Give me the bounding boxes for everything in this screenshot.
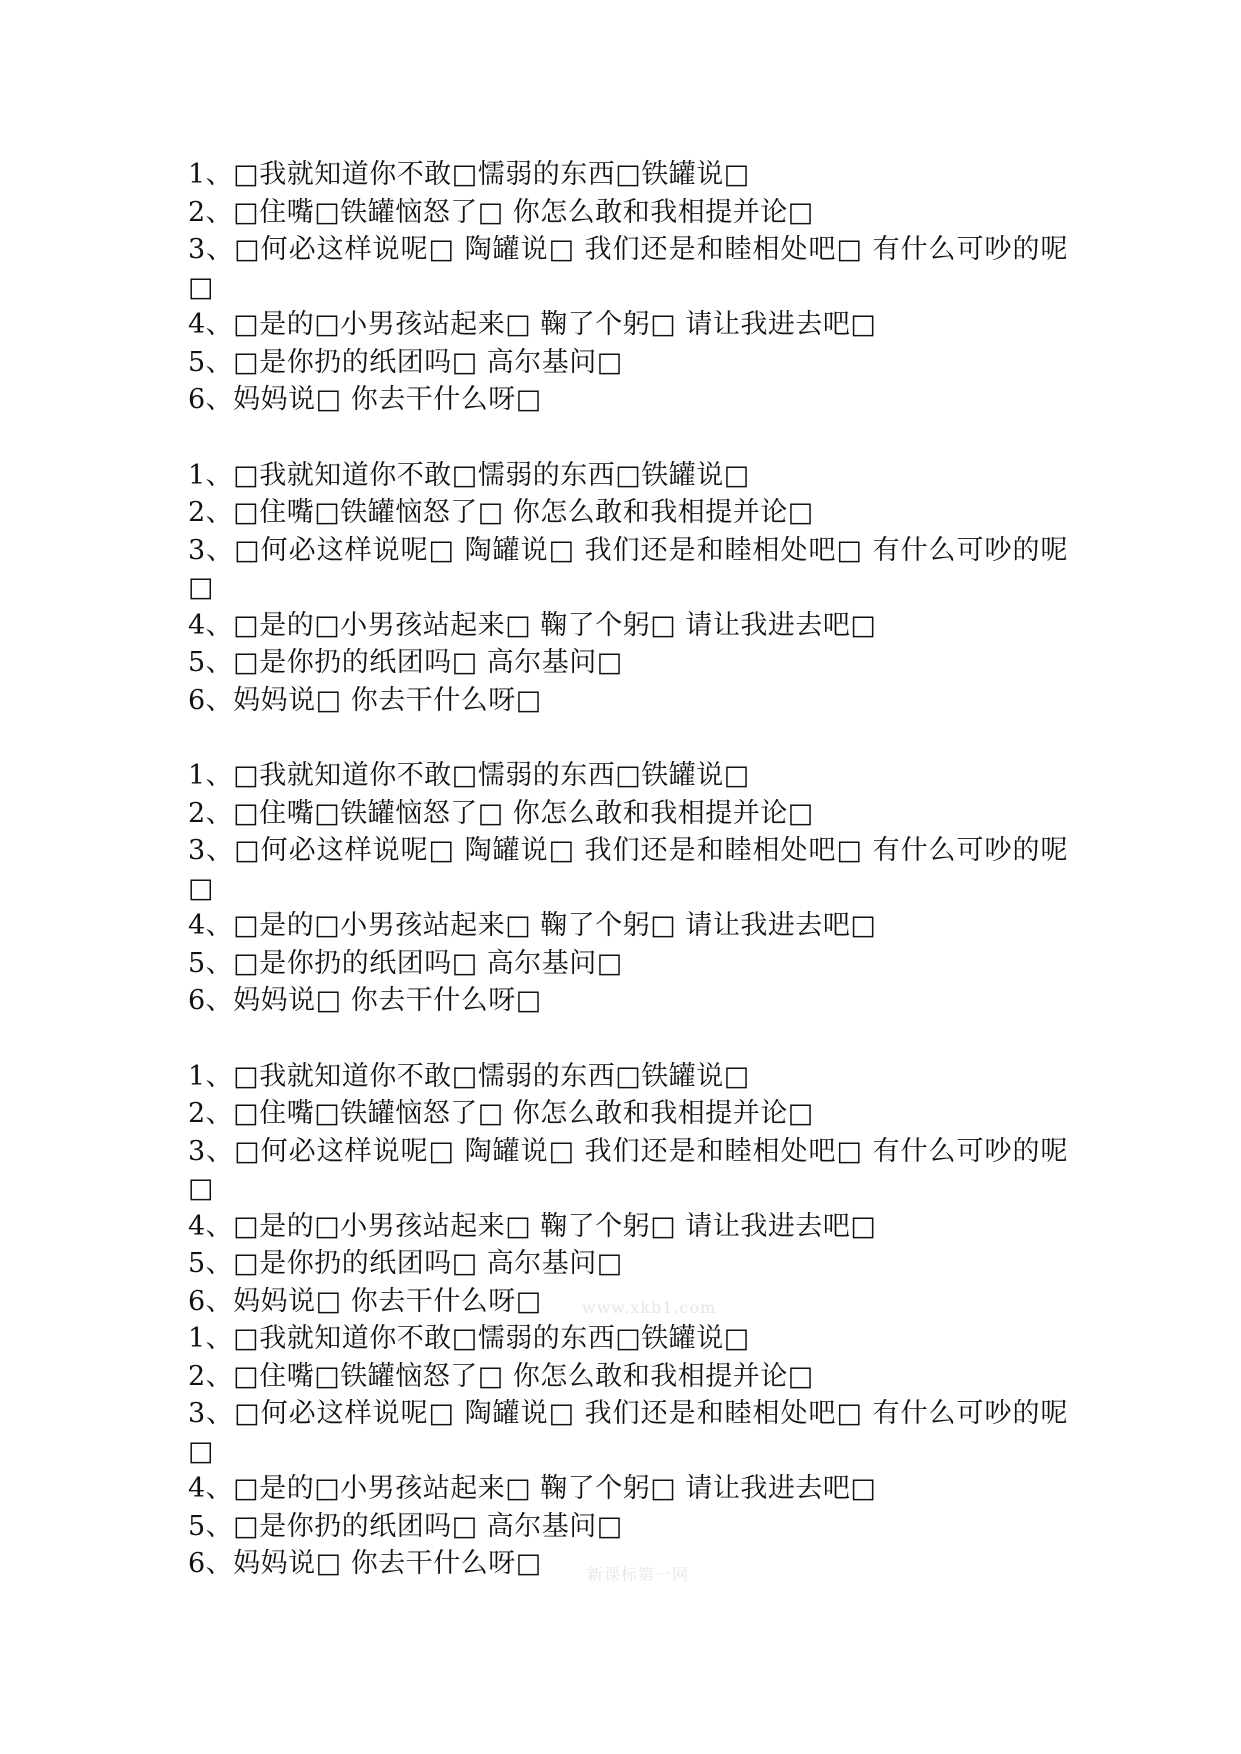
exercise-line: 4、□是的□小男孩站起来□ 鞠了个躬□ 请让我进去吧□ bbox=[188, 910, 877, 941]
exercise-line: 2、□住嘴□铁罐恼怒了□ 你怎么敢和我相提并论□ bbox=[188, 797, 814, 829]
exercise-line: 3、□何必这样说呢□ 陶罐说□ 我们还是和睦相处吧□ 有什么可吵的呢□ bbox=[188, 534, 1068, 603]
exercise-line: 2、□住嘴□铁罐恼怒了□ 你怎么敢和我相提并论□ bbox=[188, 497, 814, 528]
exercise-line: 6、妈妈说□ 你去干什么呀□ bbox=[188, 384, 542, 415]
exercise-block-1 bbox=[188, 156, 1068, 419]
exercise-block-2 bbox=[188, 457, 1068, 720]
exercise-block-3 bbox=[188, 757, 1068, 1020]
exercise-line: 3、□何必这样说呢□ 陶罐说□ 我们还是和睦相处吧□ 有什么可吵的呢□ bbox=[188, 835, 1068, 904]
exercise-line: 6、妈妈说□ 你去干什么呀□ bbox=[188, 985, 542, 1016]
exercise-line: 4、□是的□小男孩站起来□ 鞠了个躬□ 请让我进去吧□ bbox=[188, 309, 877, 340]
exercise-line: 1、□我就知道你不敢□懦弱的东西□铁罐说□ bbox=[188, 459, 750, 491]
exercise-line: 3、□何必这样说呢□ 陶罐说□ 我们还是和睦相处吧□ 有什么可吵的呢□ bbox=[188, 1398, 1068, 1467]
exercise-line: 6、妈妈说□ 你去干什么呀□ bbox=[188, 1285, 542, 1317]
exercise-line: 3、□何必这样说呢□ 陶罐说□ 我们还是和睦相处吧□ 有什么可吵的呢□ bbox=[188, 234, 1068, 303]
exercise-line: 1、□我就知道你不敢□懦弱的东西□铁罐说□ bbox=[188, 1323, 750, 1354]
exercise-line: 6、妈妈说□ 你去干什么呀□ bbox=[188, 1548, 542, 1579]
exercise-block-4 bbox=[188, 1058, 1068, 1321]
exercise-line: 1、□我就知道你不敢□懦弱的东西□铁罐说□ bbox=[188, 760, 750, 791]
exercise-line: 4、□是的□小男孩站起来□ 鞠了个躬□ 请让我进去吧□ bbox=[188, 1210, 877, 1242]
exercise-block-5 bbox=[188, 1320, 1068, 1583]
watermark-url: www.xkb1.com bbox=[582, 1298, 717, 1317]
exercise-line: 4、□是的□小男孩站起来□ 鞠了个躬□ 请让我进去吧□ bbox=[188, 1473, 877, 1504]
exercise-line: 1、□我就知道你不敢□懦弱的东西□铁罐说□ bbox=[188, 159, 750, 190]
exercise-line: 1、□我就知道你不敢□懦弱的东西□铁罐说□ bbox=[188, 1060, 750, 1092]
exercise-line: 4、□是的□小男孩站起来□ 鞠了个躬□ 请让我进去吧□ bbox=[188, 609, 877, 641]
exercise-line: 5、□是你扔的纸团吗□ 高尔基问□ bbox=[188, 647, 623, 678]
exercise-line: 5、□是你扔的纸团吗□ 高尔基问□ bbox=[188, 346, 623, 378]
exercise-line: 6、妈妈说□ 你去干什么呀□ bbox=[188, 684, 542, 716]
exercise-line: 5、□是你扔的纸团吗□ 高尔基问□ bbox=[188, 1510, 623, 1542]
exercise-line: 2、□住嘴□铁罐恼怒了□ 你怎么敢和我相提并论□ bbox=[188, 1098, 814, 1129]
exercise-line: 2、□住嘴□铁罐恼怒了□ 你怎么敢和我相提并论□ bbox=[188, 1360, 814, 1392]
exercise-line: 2、□住嘴□铁罐恼怒了□ 你怎么敢和我相提并论□ bbox=[188, 196, 814, 228]
exercise-content bbox=[188, 156, 1068, 1583]
watermark-site-name: 新课标第一网 bbox=[587, 1565, 690, 1584]
exercise-line: 5、□是你扔的纸团吗□ 高尔基问□ bbox=[188, 947, 623, 979]
exercise-line: 3、□何必这样说呢□ 陶罐说□ 我们还是和睦相处吧□ 有什么可吵的呢□ bbox=[188, 1135, 1068, 1204]
exercise-line: 5、□是你扔的纸团吗□ 高尔基问□ bbox=[188, 1248, 623, 1279]
